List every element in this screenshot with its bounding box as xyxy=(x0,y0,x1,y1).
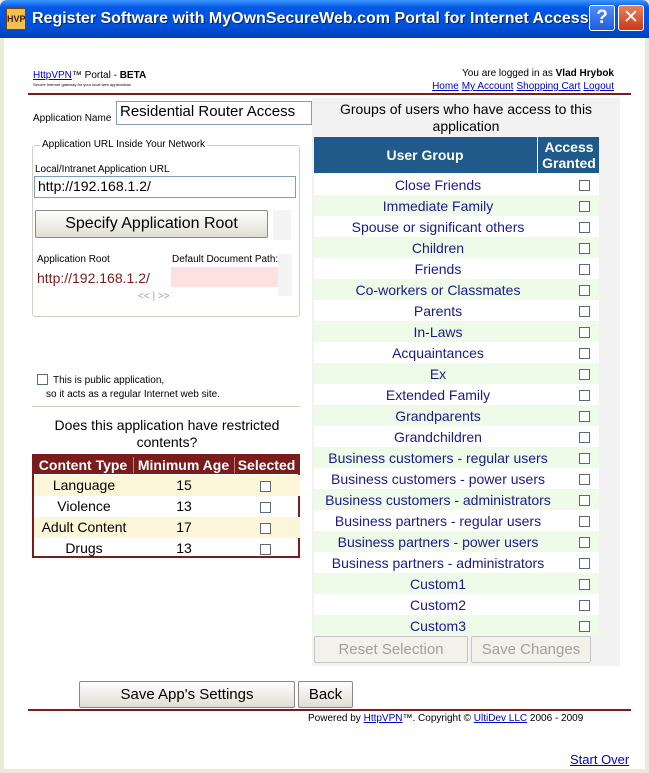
window-titlebar[interactable] xyxy=(0,0,649,38)
group-name: Custom1 xyxy=(409,576,467,592)
public-app-checkbox[interactable] xyxy=(37,372,48,390)
group-name: Business partners - regular users xyxy=(334,513,542,529)
group-row-acquaintances xyxy=(314,342,599,363)
content-selected-checkbox[interactable] xyxy=(260,479,271,495)
app-icon: HVP xyxy=(6,8,26,30)
local-url-input[interactable]: http://192.168.1.2/ xyxy=(34,176,296,198)
content-type-name: Language xyxy=(52,477,116,493)
access-checkbox[interactable] xyxy=(579,451,590,467)
group-name: Business customers - power users xyxy=(331,471,545,487)
doc-field-spacer xyxy=(278,254,292,296)
ultidev-link[interactable]: UltiDev LLC xyxy=(473,713,528,724)
group-row-immediate-family xyxy=(314,195,599,216)
group-name: Custom2 xyxy=(409,597,467,613)
group-name: Friends xyxy=(414,261,462,277)
close-icon[interactable]: ✕ xyxy=(618,5,644,31)
group-name: Acquaintances xyxy=(392,345,484,361)
group-name: Custom3 xyxy=(409,618,467,634)
content-selected-checkbox[interactable] xyxy=(260,500,271,516)
access-checkbox[interactable] xyxy=(579,430,590,446)
login-user: Vlad Hrybok xyxy=(555,68,614,79)
group-row-biz-partners-power xyxy=(314,531,599,552)
access-checkbox[interactable] xyxy=(579,535,590,551)
brand-link[interactable]: HttpVPN xyxy=(33,70,72,81)
specify-root-button[interactable]: Specify Application Root xyxy=(35,210,268,238)
access-checkbox[interactable] xyxy=(579,241,590,257)
start-over-link[interactable]: Start Over xyxy=(570,752,630,767)
root-button-spacer xyxy=(273,210,291,240)
login-status xyxy=(404,68,614,79)
group-row-children xyxy=(314,237,599,258)
header-selected: Selected xyxy=(234,457,298,473)
access-checkbox[interactable] xyxy=(579,367,590,383)
access-checkbox[interactable] xyxy=(579,472,590,488)
header-user-group: User Group xyxy=(386,147,464,163)
public-app-label-2: so it acts as a regular Internet web site. xyxy=(46,389,220,400)
group-name: Spouse or significant others xyxy=(351,219,525,235)
access-checkbox[interactable] xyxy=(579,346,590,362)
group-name: Ex xyxy=(429,366,447,382)
user-group-header xyxy=(314,137,599,173)
content-row-drugs xyxy=(34,538,300,559)
group-name: Grandchildren xyxy=(394,429,482,445)
help-icon[interactable]: ? xyxy=(589,5,615,31)
shopping-cart-link[interactable]: Shopping Cart xyxy=(516,81,581,92)
group-name: Parents xyxy=(413,303,463,319)
group-row-ex xyxy=(314,363,599,384)
brand-suffix: ™ Portal - xyxy=(71,70,120,81)
access-checkbox[interactable] xyxy=(579,577,590,593)
brand-beta: BETA xyxy=(119,70,147,81)
login-prefix: You are logged in as xyxy=(462,68,556,79)
group-name: Extended Family xyxy=(385,387,491,403)
content-type-name: Drugs xyxy=(65,540,103,556)
httpvpn-footer-link[interactable]: HttpVPN xyxy=(363,713,403,724)
group-row-spouse xyxy=(314,216,599,237)
save-settings-button[interactable]: Save App's Settings xyxy=(79,681,295,708)
access-checkbox[interactable] xyxy=(579,556,590,572)
footer-divider xyxy=(28,709,631,711)
home-link[interactable]: Home xyxy=(432,81,459,92)
group-row-biz-partners-regular xyxy=(314,510,599,531)
copyright-years: 2006 - 2009 xyxy=(527,713,584,724)
content-min-age: 17 xyxy=(176,519,192,535)
window-client xyxy=(4,38,645,769)
copyright-mid: ™. Copyright © xyxy=(402,713,474,724)
group-row-custom1 xyxy=(314,573,599,594)
logout-link[interactable]: Logout xyxy=(583,81,614,92)
groups-caption: Groups of users who have access to this application xyxy=(339,101,593,134)
content-selected-checkbox[interactable] xyxy=(260,521,271,537)
group-name: Business partners - power users xyxy=(337,534,539,550)
header-access-granted xyxy=(537,137,599,173)
public-divider xyxy=(32,406,300,407)
access-checkbox[interactable] xyxy=(579,304,590,320)
content-type-name: Violence xyxy=(57,498,111,514)
access-checkbox[interactable] xyxy=(579,325,590,341)
group-name: Children xyxy=(411,240,465,256)
group-row-biz-customers-regular xyxy=(314,447,599,468)
public-app-label-1: This is public application, xyxy=(53,375,165,386)
group-name: Grandparents xyxy=(395,408,481,424)
group-row-biz-partners-admins xyxy=(314,552,599,573)
app-root-value: http://192.168.1.2/ xyxy=(37,270,150,286)
content-min-age: 13 xyxy=(176,540,192,556)
header-content-type: Content Type xyxy=(38,457,128,473)
default-doc-label: Default Document Path: xyxy=(172,254,279,265)
group-row-grandchildren xyxy=(314,426,599,447)
header-minimum-age: Minimum Age xyxy=(133,457,233,473)
root-pager[interactable]: << | >> xyxy=(138,291,170,302)
portal-tagline: Secure Internet gateway for your local web applications xyxy=(33,82,132,87)
app-name-label: Application Name xyxy=(33,113,112,124)
group-row-parents xyxy=(314,300,599,321)
app-root-label: Application Root xyxy=(37,254,110,265)
footer-copyright xyxy=(308,713,583,724)
content-row-language xyxy=(34,475,300,496)
header-access-line-1: Access xyxy=(544,139,594,155)
group-name: Business partners - administrators xyxy=(331,555,545,571)
access-checkbox[interactable] xyxy=(579,514,590,530)
window-title: Register Software with MyOwnSecureWeb.com Portal for Internet Access xyxy=(32,10,589,27)
content-row-adult xyxy=(34,517,300,538)
access-checkbox[interactable] xyxy=(579,220,590,236)
group-row-biz-customers-admins xyxy=(314,489,599,510)
group-name: Business customers - regular users xyxy=(328,450,548,466)
group-row-grandparents xyxy=(314,405,599,426)
powered-prefix: Powered by xyxy=(308,713,364,724)
reset-selection-button[interactable]: Reset Selection xyxy=(314,636,468,663)
group-name: In-Laws xyxy=(413,324,463,340)
group-row-coworkers xyxy=(314,279,599,300)
group-name: Business customers - administrators xyxy=(325,492,551,508)
group-row-biz-customers-power xyxy=(314,468,599,489)
access-checkbox[interactable] xyxy=(579,262,590,278)
group-name: Immediate Family xyxy=(382,198,494,214)
group-row-in-laws xyxy=(314,321,599,342)
access-checkbox[interactable] xyxy=(579,178,590,194)
url-group-legend: Application URL Inside Your Network xyxy=(42,139,206,150)
content-min-age: 15 xyxy=(176,477,192,493)
content-row-violence xyxy=(34,496,300,517)
group-row-close-friends xyxy=(314,174,599,195)
restricted-question: Does this application have restricted contents? xyxy=(54,417,280,450)
my-account-link[interactable]: My Account xyxy=(461,81,514,92)
group-row-custom3 xyxy=(314,615,599,636)
group-name: Close Friends xyxy=(394,177,482,193)
header-divider xyxy=(28,93,631,95)
group-name: Co-workers or Classmates xyxy=(355,282,521,298)
content-min-age: 13 xyxy=(176,498,192,514)
group-row-extended-family xyxy=(314,384,599,405)
app-name-input[interactable]: Residential Router Access xyxy=(116,101,312,125)
content-type-header xyxy=(34,456,298,474)
access-checkbox[interactable] xyxy=(579,409,590,425)
access-checkbox[interactable] xyxy=(579,283,590,299)
group-row-friends xyxy=(314,258,599,279)
access-checkbox[interactable] xyxy=(579,619,590,635)
default-doc-input[interactable] xyxy=(171,267,278,287)
content-selected-checkbox[interactable] xyxy=(260,542,271,558)
access-checkbox[interactable] xyxy=(579,493,590,509)
header-links xyxy=(404,81,614,92)
save-changes-button[interactable]: Save Changes xyxy=(471,636,591,663)
group-row-custom2 xyxy=(314,594,599,615)
header-access-line-2: Granted xyxy=(542,155,596,171)
access-checkbox[interactable] xyxy=(579,199,590,215)
content-type-name: Adult Content xyxy=(41,519,127,535)
access-checkbox[interactable] xyxy=(579,388,590,404)
access-checkbox[interactable] xyxy=(579,598,590,614)
portal-brand xyxy=(33,70,146,81)
back-button[interactable]: Back xyxy=(298,681,353,708)
local-url-label: Local/Intranet Application URL xyxy=(35,164,170,175)
